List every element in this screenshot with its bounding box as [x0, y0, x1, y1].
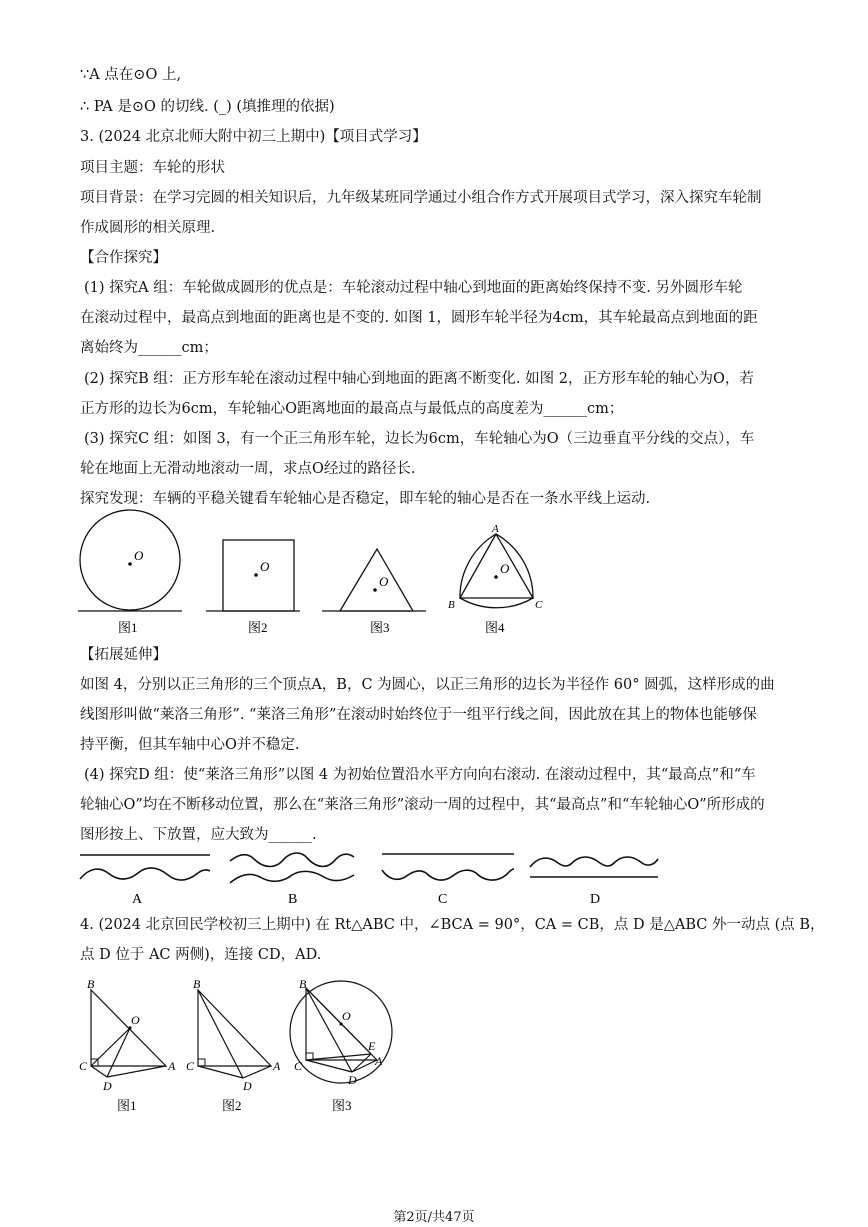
- label-B: B: [193, 977, 201, 991]
- caption-fig3: 图3: [370, 620, 390, 635]
- text-line: (2) 探究B 组：正方形车轮在滚动过程中轴心到地面的距离不断变化. 如图 2，正方形车轮的轴心为O，若: [84, 371, 754, 387]
- text-line: 图形按上、下放置，应大致为______.: [80, 827, 317, 843]
- text-line: 在滚动过程中，最高点到地面的距离也是不变的. 如图 1，圆形车轮半径为4cm，其车轮最高点到地面的距: [80, 310, 758, 326]
- caption-fig3: 图3: [332, 1098, 352, 1113]
- label-O: O: [342, 1009, 351, 1023]
- option-B-label: B: [288, 892, 298, 907]
- text-line: (1) 探究A 组：车轮做成圆形的优点是：车轮滚动过程中轴心到地面的距离始终保持不变. 另外圆形车轮: [84, 280, 743, 296]
- figure-3-triangle-wheel: [322, 549, 426, 635]
- caption-fig1: 图1: [118, 620, 138, 635]
- option-A-figure[interactable]: [80, 855, 210, 907]
- figure-3-circle-triangle: [290, 977, 392, 1113]
- text-line: 持平衡，但其车轴中心O并不稳定.: [80, 737, 300, 753]
- text-line: 点 D 位于 AC 两侧)，连接 CD，AD.: [80, 947, 322, 963]
- caption-fig1: 图1: [117, 1098, 137, 1113]
- label-O: O: [500, 561, 510, 576]
- label-O: O: [379, 574, 389, 589]
- label-A: A: [168, 1059, 176, 1073]
- text-line: (3) 探究C 组：如图 3，有一个正三角形车轮，边长为6cm，车轮轴心为O（三边垂直平分线的交点），车: [84, 431, 755, 447]
- option-D-label: D: [590, 892, 601, 907]
- text-line: 轮轴心O”均在不断移动位置，那么在“莱洛三角形”滚动一周的过程中，其“最高点”和“车轮轴心O”所形成的: [80, 797, 765, 813]
- label-O: O: [134, 548, 144, 563]
- text-line: 离始终为______cm；: [80, 340, 218, 356]
- label-E: E: [368, 1039, 376, 1053]
- label-D: D: [243, 1079, 252, 1093]
- label-C: C: [79, 1059, 88, 1073]
- option-C-label: C: [438, 892, 448, 907]
- label-A: A: [273, 1059, 281, 1073]
- question-4-title: 4. (2024 北京回民学校初三上期中) 在 Rt△ABC 中，∠BCA = 90°，CA = CB，点 D 是△ABC 外一动点 (点 B，: [80, 917, 825, 933]
- text-line: 项目主题：车轮的形状: [80, 160, 225, 176]
- option-A-label: A: [132, 892, 143, 907]
- label-B: B: [448, 599, 455, 611]
- figure-1-circle-wheel: [78, 510, 182, 635]
- section-heading: 【拓展延伸】: [80, 647, 167, 663]
- triangle-figures: [70, 972, 400, 1120]
- caption-fig2: 图2: [222, 1098, 242, 1113]
- caption-fig4: 图4: [485, 620, 505, 635]
- text-line: 线图形叫做“莱洛三角形”. “莱洛三角形”在滚动时始终位于一组平行线之间，因此放在其上的物体也能够保: [80, 707, 757, 723]
- text-line: 正方形的边长为6cm，车轮轴心O距离地面的最高点与最低点的高度差为______cm；: [80, 401, 624, 417]
- label-C: C: [186, 1059, 195, 1073]
- text-line: 作成圆形的相关原理.: [80, 220, 216, 236]
- option-B-figure[interactable]: [230, 853, 354, 907]
- caption-fig2: 图2: [248, 620, 268, 635]
- label-B: B: [299, 977, 307, 991]
- text-line: ∴ PA 是⊙O 的切线. (_) (填推理的依据): [80, 99, 335, 115]
- text-line: 轮在地面上无滑动地滚动一周，求点O经过的路径长.: [80, 461, 416, 477]
- label-O: O: [131, 1013, 140, 1027]
- text-line: ∵A 点在⊙O 上,: [80, 67, 182, 83]
- label-A: A: [492, 523, 499, 535]
- label-C: C: [294, 1059, 303, 1073]
- label-O: O: [260, 559, 270, 574]
- text-line: 探究发现：车辆的平稳关键看车轮轴心是否稳定，即车轮的轴心是否在一条水平线上运动.: [80, 491, 651, 507]
- text-line: 项目背景：在学习完圆的相关知识后，九年级某班同学通过小组合作方式开展项目式学习，深入探究车轮制: [80, 190, 762, 206]
- label-D: D: [103, 1079, 112, 1093]
- figure-1-right-triangle: [79, 977, 176, 1113]
- wheel-figures: [70, 520, 560, 645]
- label-C: C: [535, 599, 543, 611]
- label-A: A: [375, 1054, 383, 1068]
- figure-2-right-triangle: [186, 977, 281, 1113]
- figure-2-square-wheel: [206, 540, 300, 635]
- label-B: B: [87, 977, 95, 991]
- answer-options: [70, 845, 670, 910]
- section-heading: 【合作探究】: [80, 250, 167, 266]
- text-line: (4) 探究D 组：使“莱洛三角形”以图 4 为初始位置沿水平方向向右滚动. 在滚动过程中，其“最高点”和“车: [84, 767, 756, 783]
- option-C-figure[interactable]: [382, 854, 514, 907]
- page-footer: 第2页/共47页: [393, 1210, 475, 1225]
- option-D-figure[interactable]: [530, 857, 658, 907]
- question-3-title: 3. (2024 北京北师大附中初三上期中)【项目式学习】: [80, 129, 427, 145]
- text-line: 如图 4，分别以正三角形的三个顶点A，B，C 为圆心，以正三角形的边长为半径作 60° 圆弧，这样形成的曲: [80, 677, 775, 693]
- figure-4-reuleaux-triangle: [448, 523, 543, 635]
- label-D: D: [348, 1073, 357, 1087]
